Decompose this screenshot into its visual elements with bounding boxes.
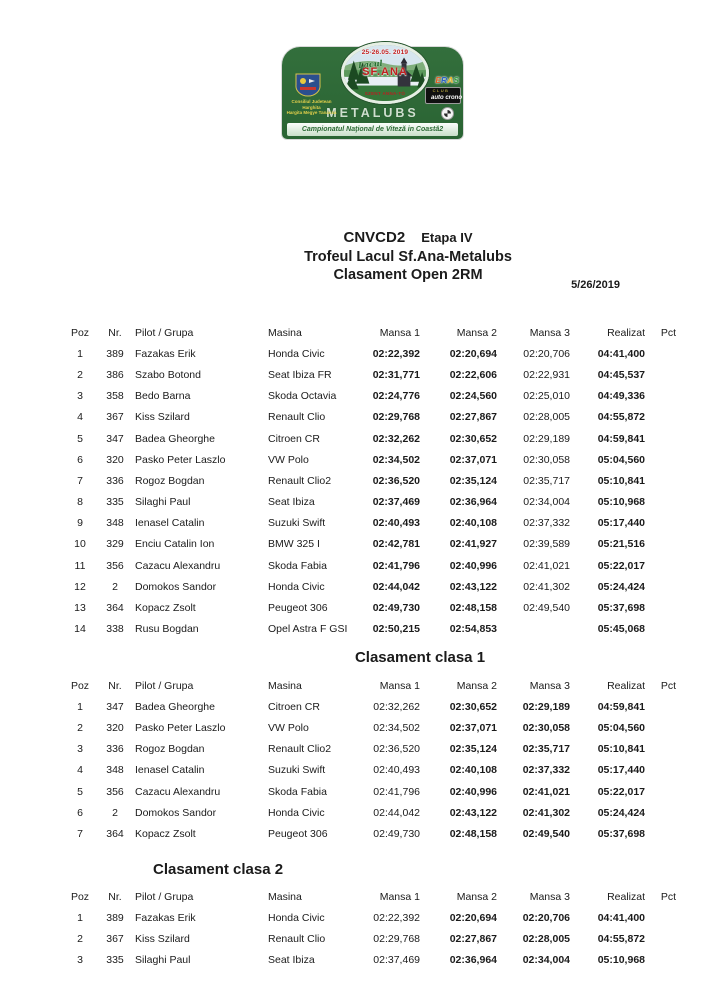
cell-mansa2: 02:37,071 [449, 721, 497, 734]
cell-pilot: Ienasel Catalin [135, 517, 205, 530]
cell-mansa1: 02:32,262 [373, 700, 420, 713]
table-row [60, 928, 680, 949]
cell-mansa1: 02:22,392 [373, 911, 420, 924]
document-title-block [304, 229, 512, 285]
cell-mansa3: 02:22,931 [523, 368, 570, 381]
cell-mansa2: 02:37,071 [449, 453, 497, 466]
lacul-script-text: Lacul [357, 57, 384, 71]
cell-mansa2: 02:40,108 [449, 517, 497, 530]
cell-masina: Seat Ibiza [268, 954, 315, 967]
cell-mansa3: 02:37,332 [523, 517, 570, 530]
eras-letter: S [453, 75, 459, 85]
cell-pilot: Badea Gheorghe [135, 432, 215, 445]
table-row [60, 597, 680, 618]
cell-pilot: Kopacz Zsolt [135, 602, 196, 615]
cell-mansa1: 02:40,493 [372, 517, 420, 530]
cell-mansa2: 02:43,122 [449, 580, 497, 593]
cell-nr: 348 [106, 764, 124, 777]
cell-mansa3: 02:25,010 [523, 390, 570, 403]
cell-mansa1: 02:32,262 [372, 432, 420, 445]
cell-pilot: Cazacu Alexandru [135, 785, 221, 798]
cell-nr: 335 [106, 954, 124, 967]
col-header-mansa3: Mansa 3 [529, 326, 570, 339]
cell-poz: 1 [77, 911, 83, 924]
cell-nr: 338 [106, 623, 124, 636]
col-header-pct: Pct [660, 326, 676, 339]
cell-realizat: 05:22,017 [597, 559, 645, 572]
cell-realizat: 05:10,968 [597, 496, 645, 509]
table-row [60, 534, 680, 555]
cell-mansa1: 02:36,520 [373, 743, 420, 756]
cell-mansa3: 02:49,540 [522, 827, 570, 840]
cell-realizat: 04:59,841 [597, 432, 645, 445]
rally-plate-logo [282, 42, 463, 139]
cell-realizat: 04:59,841 [597, 700, 645, 713]
cell-mansa1: 02:36,520 [372, 474, 420, 487]
cell-pilot: Cazacu Alexandru [135, 559, 221, 572]
cell-nr: 386 [106, 368, 124, 381]
col-header-nr: Nr. [108, 326, 122, 339]
cell-mansa3: 02:28,005 [522, 932, 570, 945]
cell-masina: Suzuki Swift [268, 517, 326, 530]
cell-mansa2: 02:30,652 [449, 700, 497, 713]
cell-masina: Renault Clio [268, 932, 326, 945]
cell-mansa1: 02:49,730 [372, 602, 420, 615]
col-header-poz: Poz [70, 679, 90, 692]
cell-mansa3: 02:29,189 [522, 700, 570, 713]
cell-nr: 320 [106, 721, 124, 734]
cell-mansa2: 02:22,606 [449, 368, 497, 381]
cell-poz: 7 [77, 474, 83, 487]
cell-mansa3: 02:34,004 [522, 954, 570, 967]
cell-masina: Peugeot 306 [268, 827, 328, 840]
col-header-realizat: Realizat [607, 890, 645, 903]
trophy-title: Trofeul Lacul Sf.Ana-Metalubs [304, 248, 512, 265]
col-header-pct: Pct [660, 679, 676, 692]
cell-mansa2: 02:40,996 [449, 559, 497, 572]
cell-masina: Skoda Fabia [268, 559, 327, 572]
cell-mansa3: 02:20,706 [523, 347, 570, 360]
cell-realizat: 05:37,698 [597, 827, 645, 840]
cell-realizat: 05:10,968 [597, 954, 645, 967]
cell-realizat: 05:24,424 [597, 580, 645, 593]
cell-poz: 3 [77, 743, 83, 756]
col-header-mansa3: Mansa 3 [529, 890, 570, 903]
cell-mansa2: 02:43,122 [449, 806, 497, 819]
cell-pilot: Rogoz Bogdan [135, 743, 205, 756]
cell-mansa1: 02:41,796 [373, 785, 420, 798]
table-row [60, 950, 680, 971]
cell-mansa2: 02:36,964 [449, 496, 497, 509]
cell-masina: Seat Ibiza FR [268, 368, 332, 381]
table-row [60, 386, 680, 407]
cell-masina: Citroen CR [268, 700, 320, 713]
col-header-mansa1: Mansa 1 [379, 679, 420, 692]
document-date: 5/26/2019 [571, 279, 620, 291]
col-header-realizat: Realizat [607, 679, 645, 692]
cell-mansa2: 02:41,927 [449, 538, 497, 551]
cell-poz: 5 [77, 432, 83, 445]
col-header-poz: Poz [70, 890, 90, 903]
table-row [60, 576, 680, 597]
cell-mansa3: 02:29,189 [523, 432, 570, 445]
cell-pilot: Szabo Botond [135, 368, 201, 381]
table-row [60, 619, 680, 640]
lake-sfana-emblem [341, 42, 429, 104]
szent-anna-to-text: SZENT ANNA-TÓ [364, 91, 406, 96]
cell-nr: 356 [106, 559, 124, 572]
table-row [60, 513, 680, 534]
cell-pilot: Domokos Sandor [135, 806, 217, 819]
cell-mansa1: 02:41,796 [372, 559, 420, 572]
cell-masina: Honda Civic [268, 347, 325, 360]
cell-realizat: 05:17,440 [597, 517, 645, 530]
col-header-mansa3: Mansa 3 [529, 679, 570, 692]
cell-nr: 358 [106, 390, 124, 403]
cell-realizat: 04:49,336 [597, 390, 645, 403]
cell-pilot: Silaghi Paul [135, 954, 191, 967]
cell-mansa3: 02:37,332 [522, 764, 570, 777]
cell-mansa2: 02:40,108 [449, 764, 497, 777]
cell-realizat: 05:45,068 [597, 623, 645, 636]
cell-poz: 1 [77, 347, 83, 360]
cell-mansa2: 02:48,158 [449, 602, 497, 615]
col-header-realizat: Realizat [607, 326, 645, 339]
cell-mansa2: 02:30,652 [449, 432, 497, 445]
clasa1-heading: Clasament clasa 1 [354, 649, 486, 666]
cell-poz: 4 [77, 764, 83, 777]
col-header-masina: Masina [268, 326, 302, 339]
cell-realizat: 04:45,537 [597, 368, 645, 381]
club-label: CLUB [432, 88, 450, 93]
cell-mansa3: 02:39,589 [523, 538, 570, 551]
cell-mansa1: 02:37,469 [372, 496, 420, 509]
cell-nr: 348 [106, 517, 124, 530]
cell-poz: 7 [77, 827, 83, 840]
table-row [60, 802, 680, 823]
eras-letter: R [441, 75, 448, 85]
cell-mansa2: 02:20,694 [449, 347, 497, 360]
cell-mansa1: 02:22,392 [372, 347, 420, 360]
cell-mansa2: 02:35,124 [449, 743, 497, 756]
cell-poz: 2 [77, 721, 83, 734]
clasa2-results-table [60, 886, 680, 971]
cell-realizat: 05:04,560 [597, 453, 645, 466]
cell-mansa1: 02:37,469 [373, 954, 420, 967]
cell-masina: Citroen CR [268, 432, 320, 445]
cell-pilot: Pasko Peter Laszlo [135, 721, 226, 734]
cell-masina: Renault Clio [268, 411, 326, 424]
cell-pilot: Bedo Barna [135, 390, 191, 403]
clasa2-heading: Clasament clasa 2 [153, 861, 284, 878]
table-row [60, 343, 680, 364]
cell-poz: 14 [74, 623, 86, 636]
cell-nr: 364 [106, 602, 124, 615]
cell-pilot: Badea Gheorghe [135, 700, 215, 713]
cell-mansa3: 02:28,005 [523, 411, 570, 424]
cell-masina: Suzuki Swift [268, 764, 326, 777]
cell-poz: 11 [74, 559, 86, 572]
eras-letter: E [435, 75, 442, 85]
col-header-masina: Masina [268, 679, 302, 692]
cell-mansa1: 02:44,042 [372, 580, 420, 593]
harghita-coat-of-arms-icon [295, 73, 321, 97]
cell-masina: BMW 325 I [268, 538, 320, 551]
cell-mansa2: 02:48,158 [449, 827, 497, 840]
cell-realizat: 05:04,560 [597, 721, 645, 734]
cell-pilot: Fazakas Erik [135, 347, 196, 360]
council-line-ro: Consiliul Judetean Harghita [291, 99, 332, 110]
cell-masina: Opel Astra F GSI [268, 623, 348, 636]
cell-poz: 8 [77, 496, 83, 509]
cell-poz: 13 [74, 602, 86, 615]
cell-nr: 2 [112, 580, 118, 593]
cell-pilot: Enciu Catalin Ion [135, 538, 215, 551]
checkered-flag-icon [441, 107, 454, 120]
cell-nr: 356 [106, 785, 124, 798]
cell-masina: Skoda Fabia [268, 785, 327, 798]
cell-poz: 1 [77, 700, 83, 713]
auto-crono-label: auto crono [431, 95, 462, 101]
cell-mansa1: 02:34,502 [372, 453, 420, 466]
cell-mansa3: 02:41,302 [523, 580, 570, 593]
cell-realizat: 05:10,841 [597, 743, 645, 756]
col-header-nr: Nr. [108, 679, 122, 692]
cell-mansa1: 02:42,781 [372, 538, 420, 551]
championship-banner: Campionatul Naţional de Viteză in Coastă2 [287, 123, 458, 136]
eras-letter: A [447, 75, 454, 85]
col-header-pilot: Pilot / Grupa [135, 890, 194, 903]
cell-masina: VW Polo [268, 721, 309, 734]
cell-nr: 364 [106, 827, 124, 840]
cell-mansa1: 02:34,502 [373, 721, 420, 734]
competition-code: CNVCD2 [343, 229, 406, 246]
cell-mansa2: 02:36,964 [449, 954, 497, 967]
cell-poz: 6 [77, 806, 83, 819]
col-header-masina: Masina [268, 890, 302, 903]
cell-mansa1: 02:31,771 [372, 368, 420, 381]
table-row [60, 696, 680, 717]
cell-pilot: Pasko Peter Laszlo [135, 453, 226, 466]
table-header-row [60, 322, 680, 343]
cell-nr: 367 [106, 932, 124, 945]
cell-poz: 9 [77, 517, 83, 530]
col-header-mansa2: Mansa 2 [456, 890, 497, 903]
col-header-mansa2: Mansa 2 [456, 679, 497, 692]
cell-masina: Renault Clio2 [268, 743, 332, 756]
table-row [60, 555, 680, 576]
cell-pilot: Silaghi Paul [135, 496, 191, 509]
col-header-mansa1: Mansa 1 [379, 890, 420, 903]
table-row [60, 407, 680, 428]
metalubs-sponsor-text: METALUBS [326, 106, 419, 120]
cell-poz: 4 [77, 411, 83, 424]
cell-pilot: Kiss Szilard [135, 932, 190, 945]
cell-mansa2: 02:27,867 [449, 932, 497, 945]
cell-nr: 389 [106, 911, 124, 924]
stage-label: Etapa IV [421, 230, 473, 245]
cell-nr: 329 [106, 538, 124, 551]
cell-mansa3: 02:35,717 [522, 743, 570, 756]
cell-nr: 367 [106, 411, 124, 424]
cell-poz: 2 [77, 932, 83, 945]
cell-nr: 336 [106, 474, 124, 487]
col-header-mansa1: Mansa 1 [379, 326, 420, 339]
cell-poz: 3 [77, 954, 83, 967]
table-row [60, 492, 680, 513]
competition-title [304, 229, 512, 248]
cell-mansa3: 02:35,717 [523, 474, 570, 487]
cell-realizat: 05:37,698 [597, 602, 645, 615]
cell-realizat: 04:41,400 [597, 347, 645, 360]
cell-mansa1: 02:44,042 [373, 806, 420, 819]
table-header-row [60, 675, 680, 696]
classification-title: Clasament Open 2RM [333, 267, 483, 283]
cell-masina: Peugeot 306 [268, 602, 328, 615]
cell-pilot: Kiss Szilard [135, 411, 190, 424]
open-2rm-results-table [60, 322, 680, 640]
cell-realizat: 04:55,872 [597, 932, 645, 945]
cell-mansa1: 02:40,493 [373, 764, 420, 777]
col-header-pilot: Pilot / Grupa [135, 326, 194, 339]
cell-realizat: 04:41,400 [597, 911, 645, 924]
table-row [60, 907, 680, 928]
cell-masina: Seat Ibiza [268, 496, 315, 509]
cell-realizat: 04:55,872 [597, 411, 645, 424]
event-dates: 25-26.05. 2019 [361, 49, 409, 56]
cell-pilot: Ienasel Catalin [135, 764, 205, 777]
cell-masina: VW Polo [268, 453, 309, 466]
cell-poz: 12 [74, 580, 86, 593]
cell-realizat: 05:17,440 [597, 764, 645, 777]
col-header-poz: Poz [70, 326, 90, 339]
cell-mansa3: 02:49,540 [523, 602, 570, 615]
council-line-hu: Hargita Megye Tanácsa [286, 110, 337, 115]
col-header-pct: Pct [660, 890, 676, 903]
cell-nr: 320 [106, 453, 124, 466]
cell-masina: Honda Civic [268, 806, 325, 819]
cell-nr: 347 [106, 432, 124, 445]
cell-pilot: Rusu Bogdan [135, 623, 199, 636]
cell-mansa1: 02:50,215 [372, 623, 420, 636]
table-row [60, 449, 680, 470]
cell-mansa3: 02:30,058 [523, 453, 570, 466]
cell-masina: Renault Clio2 [268, 474, 332, 487]
club-auto-crono-logo [425, 87, 461, 104]
cell-realizat: 05:10,841 [597, 474, 645, 487]
cell-pilot: Domokos Sandor [135, 580, 217, 593]
cell-mansa3: 02:30,058 [522, 721, 570, 734]
cell-nr: 389 [106, 347, 124, 360]
table-row [60, 760, 680, 781]
col-header-nr: Nr. [108, 890, 122, 903]
table-row [60, 739, 680, 760]
table-row [60, 717, 680, 738]
cell-nr: 335 [106, 496, 124, 509]
cell-mansa3: 02:41,302 [522, 806, 570, 819]
sfana-title-text: SF.ANA [362, 66, 408, 78]
cell-realizat: 05:21,516 [597, 538, 645, 551]
cell-mansa2: 02:54,853 [449, 623, 497, 636]
table-header-row [60, 886, 680, 907]
cell-mansa2: 02:35,124 [449, 474, 497, 487]
council-text [283, 99, 340, 116]
cell-mansa1: 02:29,768 [373, 932, 420, 945]
cell-mansa3: 02:20,706 [522, 911, 570, 924]
table-row [60, 781, 680, 802]
cell-poz: 5 [77, 785, 83, 798]
clasa1-results-table [60, 675, 680, 845]
col-header-mansa2: Mansa 2 [456, 326, 497, 339]
cell-mansa1: 02:29,768 [372, 411, 420, 424]
cell-mansa2: 02:40,996 [449, 785, 497, 798]
col-header-pilot: Pilot / Grupa [135, 679, 194, 692]
cell-poz: 6 [77, 453, 83, 466]
cell-masina: Skoda Octavia [268, 390, 337, 403]
cell-mansa2: 02:20,694 [449, 911, 497, 924]
cell-pilot: Fazakas Erik [135, 911, 196, 924]
cell-mansa2: 02:24,560 [449, 390, 497, 403]
cell-mansa3: 02:34,004 [523, 496, 570, 509]
table-row [60, 470, 680, 491]
cell-nr: 347 [106, 700, 124, 713]
cell-masina: Honda Civic [268, 911, 325, 924]
cell-poz: 2 [77, 368, 83, 381]
cell-nr: 336 [106, 743, 124, 756]
cell-poz: 3 [77, 390, 83, 403]
cell-mansa1: 02:24,776 [372, 390, 420, 403]
cell-realizat: 05:24,424 [597, 806, 645, 819]
cell-pilot: Kopacz Zsolt [135, 827, 196, 840]
table-row [60, 364, 680, 385]
cell-mansa1: 02:49,730 [373, 827, 420, 840]
cell-mansa2: 02:27,867 [449, 411, 497, 424]
cell-mansa3: 02:41,021 [523, 559, 570, 572]
cell-masina: Honda Civic [268, 580, 325, 593]
cell-realizat: 05:22,017 [597, 785, 645, 798]
cell-pilot: Rogoz Bogdan [135, 474, 205, 487]
table-row [60, 823, 680, 844]
table-row [60, 428, 680, 449]
eras-logo [435, 75, 459, 85]
cell-mansa3: 02:41,021 [522, 785, 570, 798]
cell-poz: 10 [74, 538, 86, 551]
cell-nr: 2 [112, 806, 118, 819]
